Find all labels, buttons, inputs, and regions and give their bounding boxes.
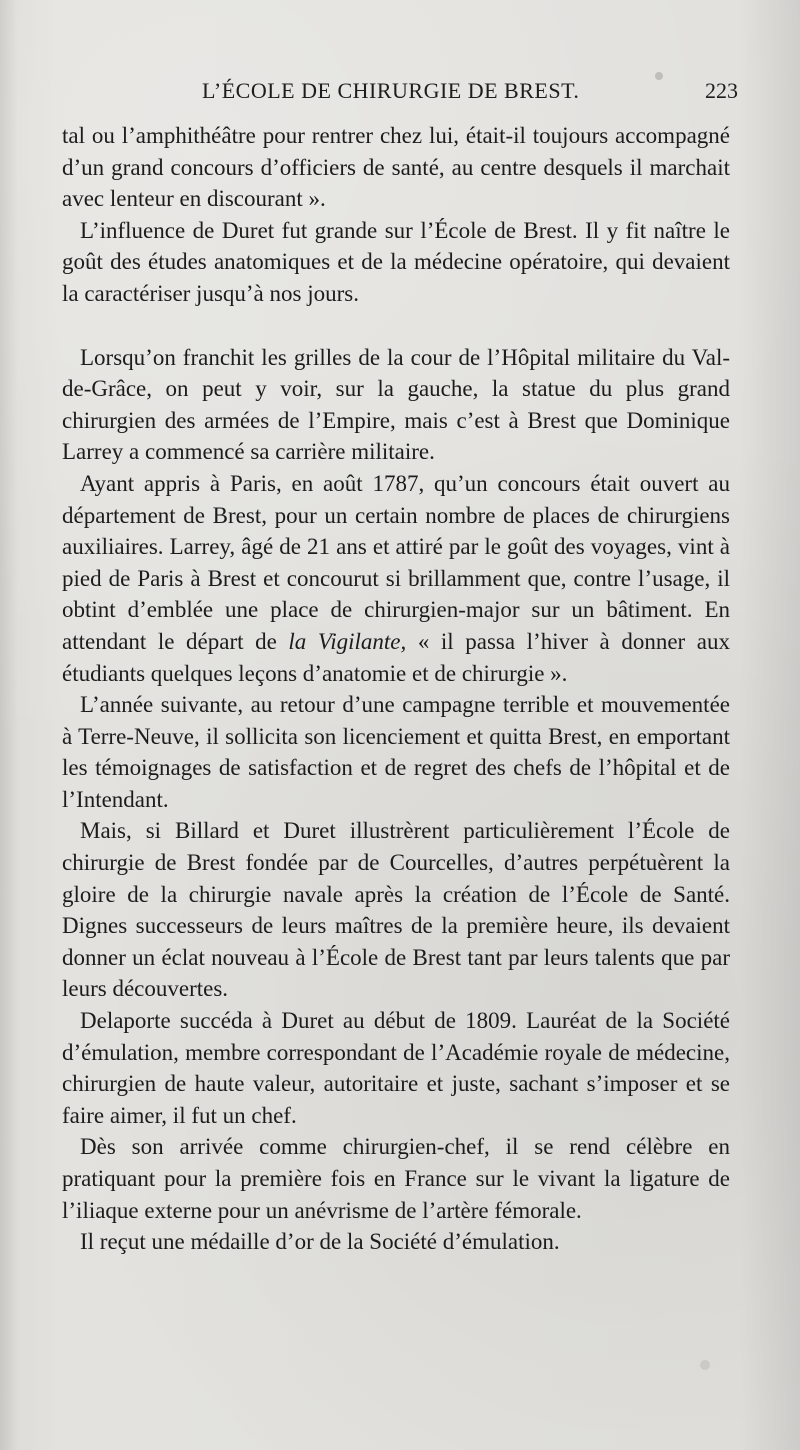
paragraph-text: « il passa l’hiver à donner aux étudiants quelques leçons d’anatomie et de chirurgie ». [62,628,730,686]
paragraph: Mais, si Billard et Duret illustrèrent particulièrement l’École de chirurgie de Brest fondée par de Courcelles, d’autres perpétuèrent la gloire de la chirurgie navale après la création de l’École de Santé. Dignes successeurs de leurs maîtres de la première heure, ils devaient donner un éclat nouveau à l’École de Brest tant par leurs talents que par leurs découvertes. [62,818,730,1002]
ink-speck [700,1360,710,1370]
paragraph-text: Ayant appris à Paris, en août 1787, qu’un concours était ouvert au département de Brest, pour un certain nombre de places de chirurgiens auxiliaires. Larrey, âgé de 21 ans et attiré par le goût des voyages, vint à pied de Paris à Brest et concourut si brillamment que, contre l’usage, il obtint d’emblée une place de chirurgien-major sur un bâtiment. En attendant le départ de [62,470,730,654]
paragraph: tal ou l’amphithéâtre pour rentrer chez lui, était-il toujours accompagné d’un grand concours d’officiers de santé, au centre desquels il marchait avec lenteur en discourant ». [62,123,730,212]
section-break [62,310,730,342]
paragraph: Il reçut une médaille d’or de la Société d’émulation. [80,1229,560,1255]
running-title: L’ÉCOLE DE CHIRURGIE DE BREST. [202,78,580,103]
paragraph: Dès son arrivée comme chirurgien-chef, il se rend célèbre en pratiquant pour la première fois en France sur le vivant la ligature de l’iliaque externe pour un anévrisme de l’artère fémorale. [62,1134,730,1223]
body-text [62,120,730,1258]
ship-name: la Vigilante, [288,628,407,654]
page-number: 223 [705,78,738,103]
paragraph: L’année suivante, au retour d’une campagne terrible et mouvementée à Terre-Neuve, il sollicita son licenciement et quitta Brest, en emportant les témoignages de satisfaction et de regret des chefs de l’hôpital et de l’Intendant. [62,692,730,812]
paragraph: Lorsqu’on franchit les grilles de la cour de l’Hôpital militaire du Val-de-Grâce, on peut y voir, sur la gauche, la statue du plus grand chirurgien des armées de l’Empire, mais c’est à Brest que Dominique Larrey a commencé sa carrière militaire. [62,344,730,465]
page-header [62,78,738,114]
paragraph: Delaporte succéda à Duret au début de 1809. Lauréat de la Société d’émulation, membre correspondant de l’Académie royale de médecine, chirurgien de haute valeur, autoritaire et juste, sachant s’imposer et se faire aimer, il fut un chef. [62,1008,730,1128]
paragraph: L’influence de Duret fut grande sur l’École de Brest. Il y fit naître le goût des études anatomiques et de la médecine opératoire, qui devaient la caractériser jusqu’à nos jours. [62,217,730,306]
paragraph [62,468,730,689]
